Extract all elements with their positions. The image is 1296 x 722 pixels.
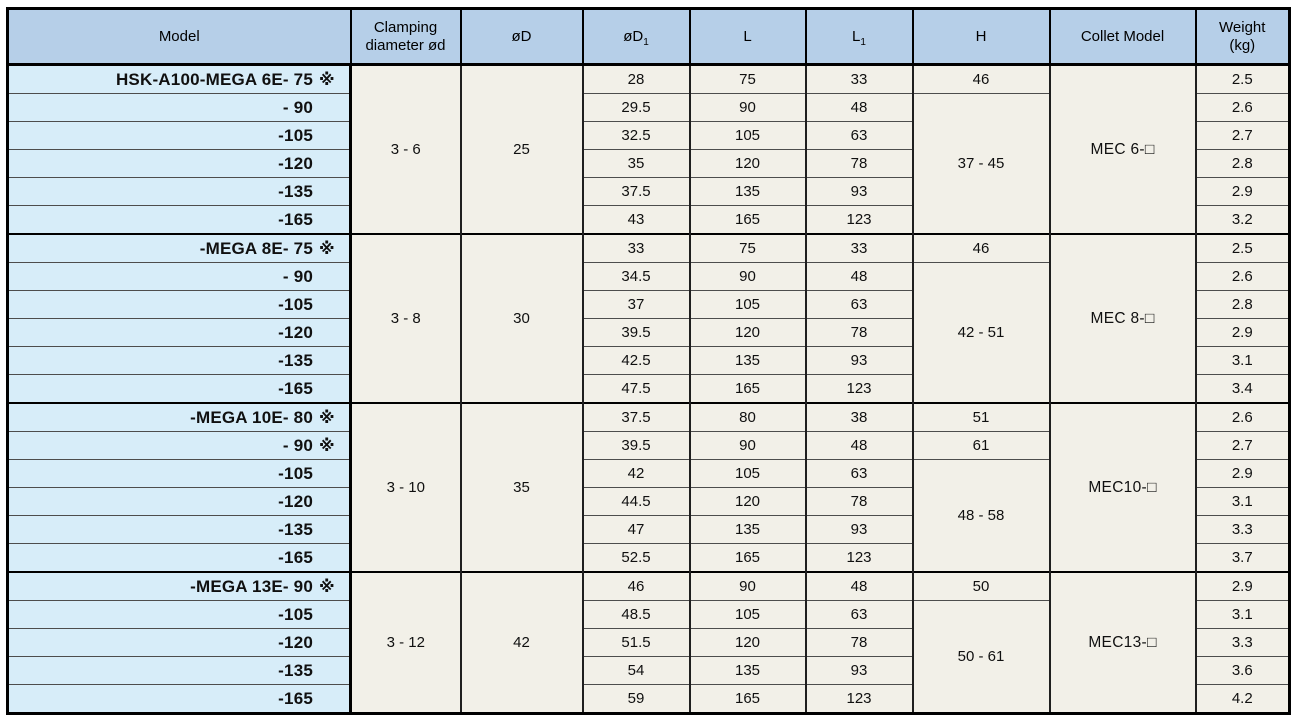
col-header-label: Clamping [373, 18, 438, 36]
table-row [8, 403, 1290, 432]
length-cell: 120 [690, 488, 806, 516]
model-label: -135 [278, 350, 313, 370]
length-cell: 135 [690, 178, 806, 206]
length-cell: 135 [690, 347, 806, 375]
height-range-cell: 37 - 45 [913, 94, 1050, 235]
model-label: -165 [278, 378, 313, 398]
weight-cell: 2.8 [1196, 150, 1290, 178]
gauge-length-cell: 123 [806, 375, 913, 404]
length-cell: 165 [690, 685, 806, 714]
model-label: -120 [278, 322, 313, 342]
model-cell [8, 657, 351, 685]
flange-diameter-cell: 52.5 [583, 544, 690, 573]
model-cell [8, 122, 351, 150]
model-cell [8, 544, 351, 573]
model-label: -165 [278, 209, 313, 229]
gauge-length-cell: 48 [806, 263, 913, 291]
gauge-length-cell: 78 [806, 488, 913, 516]
model-label: -MEGA 8E- 75 [199, 238, 313, 258]
weight-cell: 3.3 [1196, 629, 1290, 657]
length-cell: 90 [690, 263, 806, 291]
flange-diameter-cell: 32.5 [583, 122, 690, 150]
model-cell [8, 516, 351, 544]
gauge-length-cell: 93 [806, 516, 913, 544]
model-cell [8, 488, 351, 516]
height-range-cell: 61 [913, 432, 1050, 460]
model-label: -165 [278, 688, 313, 708]
reference-mark: ※ [319, 437, 335, 455]
length-cell: 135 [690, 516, 806, 544]
col-header-label: H [975, 27, 987, 45]
gauge-length-cell: 123 [806, 206, 913, 235]
height-range-cell: 51 [913, 403, 1050, 432]
col-header-subscript: 1 [643, 36, 649, 48]
model-label: -105 [278, 604, 313, 624]
table-row [8, 572, 1290, 601]
gauge-length-cell: 33 [806, 65, 913, 94]
flange-diameter-cell: 48.5 [583, 601, 690, 629]
weight-cell: 3.1 [1196, 488, 1290, 516]
model-cell [8, 460, 351, 488]
model-label: -135 [278, 660, 313, 680]
clamping-diameter-cell: 3 - 12 [351, 572, 461, 714]
weight-cell: 3.1 [1196, 601, 1290, 629]
model-label: - 90 [282, 435, 313, 455]
collet-model-cell: MEC13-□ [1050, 572, 1196, 714]
length-cell: 75 [690, 234, 806, 263]
col-header-weight [1196, 9, 1290, 65]
flange-diameter-cell: 37.5 [583, 178, 690, 206]
col-header-subscript: 1 [860, 36, 866, 48]
model-label: -105 [278, 294, 313, 314]
col-header-label: L [852, 27, 861, 45]
model-cell [8, 150, 351, 178]
length-cell: 165 [690, 375, 806, 404]
gauge-length-cell: 93 [806, 347, 913, 375]
model-cell [8, 685, 351, 714]
clamping-diameter-cell: 3 - 6 [351, 65, 461, 235]
table-row [8, 65, 1290, 94]
flange-diameter-cell: 34.5 [583, 263, 690, 291]
model-label: -MEGA 10E- 80 [190, 407, 313, 427]
height-range-cell: 50 - 61 [913, 601, 1050, 714]
model-cell [8, 291, 351, 319]
outer-diameter-cell: 30 [461, 234, 583, 403]
weight-cell: 4.2 [1196, 685, 1290, 714]
gauge-length-cell: 48 [806, 572, 913, 601]
weight-cell: 3.4 [1196, 375, 1290, 404]
weight-cell: 2.7 [1196, 122, 1290, 150]
model-cell [8, 263, 351, 291]
length-cell: 90 [690, 432, 806, 460]
length-cell: 165 [690, 544, 806, 573]
model-cell [8, 94, 351, 122]
model-cell [8, 319, 351, 347]
height-range-cell: 48 - 58 [913, 460, 1050, 573]
reference-mark: ※ [319, 578, 335, 596]
table-row [8, 234, 1290, 263]
length-cell: 80 [690, 403, 806, 432]
weight-cell: 2.6 [1196, 263, 1290, 291]
height-range-cell: 46 [913, 234, 1050, 263]
model-cell [8, 234, 351, 263]
flange-diameter-cell: 59 [583, 685, 690, 714]
model-label: -120 [278, 491, 313, 511]
flange-diameter-cell: 33 [583, 234, 690, 263]
gauge-length-cell: 78 [806, 319, 913, 347]
weight-cell: 3.1 [1196, 347, 1290, 375]
weight-cell: 2.5 [1196, 234, 1290, 263]
weight-cell: 3.7 [1196, 544, 1290, 573]
col-header-label: L [743, 27, 752, 45]
col-header-L [690, 9, 806, 65]
weight-cell: 2.9 [1196, 178, 1290, 206]
gauge-length-cell: 63 [806, 291, 913, 319]
col-header-label: øD [511, 27, 532, 45]
col-header-oD1 [583, 9, 690, 65]
model-cell [8, 206, 351, 235]
col-header-label: øD [623, 27, 644, 45]
gauge-length-cell: 38 [806, 403, 913, 432]
collet-model-cell: MEC10-□ [1050, 403, 1196, 572]
model-cell [8, 403, 351, 432]
model-label: - 90 [282, 266, 313, 286]
col-header-oD [461, 9, 583, 65]
col-header-label: Model [158, 27, 200, 45]
length-cell: 105 [690, 601, 806, 629]
model-label: -105 [278, 463, 313, 483]
flange-diameter-cell: 42.5 [583, 347, 690, 375]
gauge-length-cell: 78 [806, 150, 913, 178]
height-range-cell: 42 - 51 [913, 263, 1050, 404]
col-header-label: Weight [1219, 18, 1266, 36]
gauge-length-cell: 123 [806, 685, 913, 714]
model-label: -MEGA 13E- 90 [190, 576, 313, 596]
length-cell: 120 [690, 150, 806, 178]
gauge-length-cell: 63 [806, 601, 913, 629]
weight-cell: 2.8 [1196, 291, 1290, 319]
clamping-diameter-cell: 3 - 10 [351, 403, 461, 572]
weight-cell: 2.9 [1196, 572, 1290, 601]
weight-cell: 2.6 [1196, 403, 1290, 432]
model-cell [8, 178, 351, 206]
col-header-label: Collet Model [1080, 27, 1165, 45]
length-cell: 105 [690, 122, 806, 150]
gauge-length-cell: 123 [806, 544, 913, 573]
gauge-length-cell: 48 [806, 94, 913, 122]
model-cell [8, 601, 351, 629]
flange-diameter-cell: 47 [583, 516, 690, 544]
gauge-length-cell: 63 [806, 122, 913, 150]
col-header-model [8, 9, 351, 65]
gauge-length-cell: 78 [806, 629, 913, 657]
model-cell [8, 629, 351, 657]
flange-diameter-cell: 28 [583, 65, 690, 94]
model-label: - 90 [282, 97, 313, 117]
flange-diameter-cell: 35 [583, 150, 690, 178]
weight-cell: 2.7 [1196, 432, 1290, 460]
weight-cell: 3.2 [1196, 206, 1290, 235]
model-label: -120 [278, 632, 313, 652]
length-cell: 120 [690, 319, 806, 347]
flange-diameter-cell: 29.5 [583, 94, 690, 122]
model-label: HSK-A100-MEGA 6E- 75 [115, 69, 313, 89]
flange-diameter-cell: 44.5 [583, 488, 690, 516]
weight-cell: 2.5 [1196, 65, 1290, 94]
height-range-cell: 50 [913, 572, 1050, 601]
col-header-L1 [806, 9, 913, 65]
outer-diameter-cell: 25 [461, 65, 583, 235]
model-cell [8, 65, 351, 94]
col-header-label-line2: diameter ød [365, 36, 446, 54]
model-label: -165 [278, 547, 313, 567]
flange-diameter-cell: 51.5 [583, 629, 690, 657]
col-header-label-line2: (kg) [1229, 36, 1256, 54]
gauge-length-cell: 93 [806, 178, 913, 206]
model-label: -105 [278, 125, 313, 145]
outer-diameter-cell: 35 [461, 403, 583, 572]
reference-mark: ※ [319, 71, 335, 89]
weight-cell: 3.6 [1196, 657, 1290, 685]
flange-diameter-cell: 47.5 [583, 375, 690, 404]
col-header-collet [1050, 9, 1196, 65]
model-cell [8, 572, 351, 601]
flange-diameter-cell: 39.5 [583, 432, 690, 460]
outer-diameter-cell: 42 [461, 572, 583, 714]
length-cell: 105 [690, 291, 806, 319]
spec-table [6, 7, 1291, 715]
model-cell [8, 347, 351, 375]
length-cell: 90 [690, 94, 806, 122]
height-range-cell: 46 [913, 65, 1050, 94]
flange-diameter-cell: 37.5 [583, 403, 690, 432]
weight-cell: 2.9 [1196, 460, 1290, 488]
length-cell: 120 [690, 629, 806, 657]
gauge-length-cell: 48 [806, 432, 913, 460]
collet-model-cell: MEC 8-□ [1050, 234, 1196, 403]
flange-diameter-cell: 39.5 [583, 319, 690, 347]
length-cell: 165 [690, 206, 806, 235]
weight-cell: 2.9 [1196, 319, 1290, 347]
weight-cell: 2.6 [1196, 94, 1290, 122]
model-cell [8, 375, 351, 404]
gauge-length-cell: 63 [806, 460, 913, 488]
col-header-H [913, 9, 1050, 65]
length-cell: 90 [690, 572, 806, 601]
flange-diameter-cell: 42 [583, 460, 690, 488]
model-label: -120 [278, 153, 313, 173]
length-cell: 105 [690, 460, 806, 488]
length-cell: 135 [690, 657, 806, 685]
length-cell: 75 [690, 65, 806, 94]
gauge-length-cell: 33 [806, 234, 913, 263]
flange-diameter-cell: 46 [583, 572, 690, 601]
model-label: -135 [278, 519, 313, 539]
clamping-diameter-cell: 3 - 8 [351, 234, 461, 403]
reference-mark: ※ [319, 240, 335, 258]
weight-cell: 3.3 [1196, 516, 1290, 544]
collet-model-cell: MEC 6-□ [1050, 65, 1196, 235]
flange-diameter-cell: 37 [583, 291, 690, 319]
gauge-length-cell: 93 [806, 657, 913, 685]
flange-diameter-cell: 54 [583, 657, 690, 685]
col-header-clamping [351, 9, 461, 65]
model-label: -135 [278, 181, 313, 201]
reference-mark: ※ [319, 409, 335, 427]
model-cell [8, 432, 351, 460]
flange-diameter-cell: 43 [583, 206, 690, 235]
header-row [8, 9, 1290, 65]
